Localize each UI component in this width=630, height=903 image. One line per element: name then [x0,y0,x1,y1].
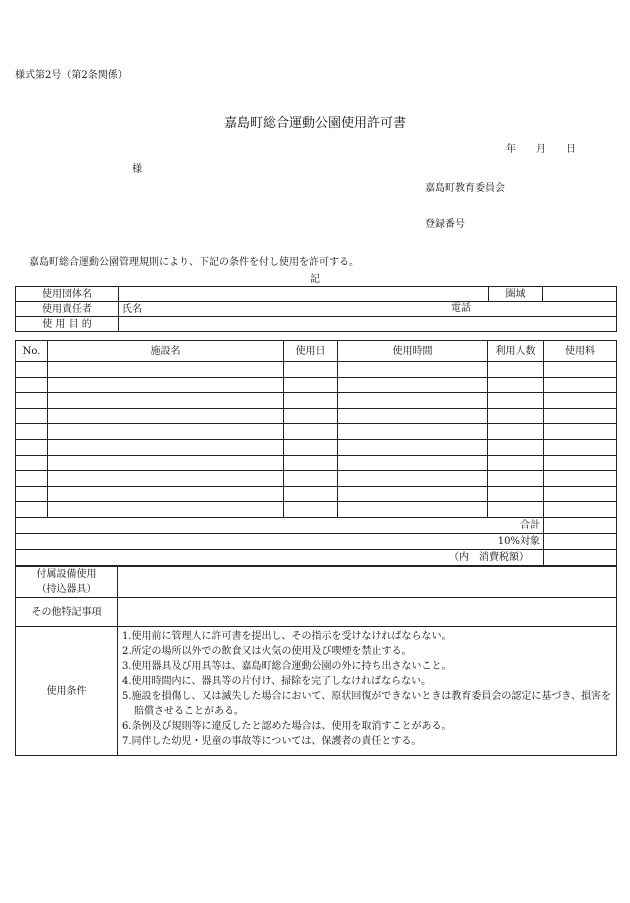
table-cell [488,393,544,409]
condition-item: 2.所定の場所以外での飲食又は火気の使用及び喫煙を禁止する。 [122,646,412,657]
area-label: 圏域 [489,287,543,302]
total-value [544,517,617,533]
table-cell [544,471,617,487]
table-cell [16,377,48,393]
table-cell [48,408,284,424]
table-cell [48,377,284,393]
condition-item: 5.施設を損傷し、又は滅失した場合において、原状回復ができないときは教育委員会の認定に基づき、損害を賠償させることがある。 [122,691,611,717]
table-cell [16,471,48,487]
table-cell [544,408,617,424]
table-cell [48,393,284,409]
table-cell [544,393,617,409]
table-cell [48,471,284,487]
table-cell [16,502,48,518]
table-row [16,377,617,393]
header-no: No. [16,341,48,362]
table-cell [488,486,544,502]
header-facility: 施設名 [48,341,284,362]
issuer: 嘉島町教育委員会 [425,183,505,194]
page-title: 嘉島町総合運動公園使用許可書 [223,116,406,131]
table-cell [338,502,488,518]
table-cell [488,408,544,424]
table-row [16,486,617,502]
group-value [119,287,489,302]
table-cell [284,393,338,409]
table-cell [338,486,488,502]
table-row [16,393,617,409]
table-cell [544,377,617,393]
condition-item: 3.使用器具及び用具等は、嘉島町総合運動公園の外に持ち出さないこと。 [122,661,452,672]
tax-label: （内 消費税額） [16,549,544,565]
tax-target-label: 10%対象 [16,533,544,549]
table-row [16,439,617,455]
header-date: 使用日 [284,341,338,362]
header-people: 利用人数 [488,341,544,362]
total-label: 合計 [16,517,544,533]
table-cell [338,393,488,409]
group-label: 使用団体名 [16,287,119,302]
table-cell [284,424,338,440]
tax-value [544,549,617,565]
table-cell [544,439,617,455]
table-cell [48,424,284,440]
equipment-value [118,567,617,598]
person-label: 使用責任者 [16,302,119,317]
equipment-label-2: （持込器具） [36,584,97,595]
table-row [16,471,617,487]
table-cell [488,377,544,393]
condition-item: 7.同伴した幼児・児童の事故等については、保護者の責任とする。 [122,736,422,747]
table-cell [16,362,48,378]
table-cell [544,424,617,440]
ki-label: 記 [310,274,320,285]
equipment-label [16,567,118,598]
date-label: 年 月 日 [506,144,576,155]
registration-label: 登録番号 [425,219,465,230]
table-cell [48,439,284,455]
condition-item: 6.条例及び規則等に違反したと認めた場合は、使用を取消すことがある。 [122,721,452,732]
table-cell [48,362,284,378]
table-cell [16,439,48,455]
table-cell [544,362,617,378]
table-cell [16,424,48,440]
name-label: 氏名 [122,303,142,315]
table-cell [544,486,617,502]
table-row [16,362,617,378]
header-fee: 使用料 [544,341,617,362]
table-cell [338,377,488,393]
table-cell [16,455,48,471]
tax-target-value [544,533,617,549]
table-cell [488,424,544,440]
table-row [16,455,617,471]
table-cell [48,486,284,502]
table-cell [284,408,338,424]
table-cell [338,408,488,424]
area-value [543,287,617,302]
table-cell [284,377,338,393]
table-cell [338,439,488,455]
table-cell [48,502,284,518]
table-cell [284,471,338,487]
table-cell [544,502,617,518]
table-cell [284,486,338,502]
table-cell [544,455,617,471]
conditions-table [15,566,617,756]
table-cell [488,502,544,518]
condition-item: 1.使用前に管理人に許可書を提出し、その指示を受けなければならない。 [122,631,452,642]
table-cell [338,424,488,440]
table-row [16,424,617,440]
purpose-label: 使 用 目 的 [16,317,119,332]
table-cell [488,439,544,455]
applicant-table [15,286,617,332]
table-cell [16,393,48,409]
table-cell [338,455,488,471]
condition-item: 4.使用時間内に、器具等の片付け、掃除を完了しなければならない。 [122,676,432,687]
conditions-list [118,627,617,756]
form-number: 様式第2号（第2条関係） [15,70,128,81]
equipment-label-1: 付属設備使用 [36,569,97,580]
intro-text: 嘉島町総合運動公園管理規則により、下記の条件を付し使用を許可する。 [29,257,359,268]
purpose-value [119,317,617,332]
table-cell [284,455,338,471]
person-cell [119,302,617,317]
notes-value [118,598,617,627]
table-cell [488,455,544,471]
table-cell [284,439,338,455]
table-cell [284,502,338,518]
addressee-label: 様 [132,164,142,175]
table-cell [284,362,338,378]
table-cell [48,455,284,471]
table-row [16,408,617,424]
table-cell [488,362,544,378]
table-cell [488,471,544,487]
header-time: 使用時間 [338,341,488,362]
table-cell [338,362,488,378]
table-cell [16,408,48,424]
table-row [16,502,617,518]
conditions-label: 使用条件 [16,627,118,756]
phone-label: 電話 [451,303,471,314]
notes-label: その他特記事項 [16,598,118,627]
table-cell [16,486,48,502]
facility-table [15,340,617,566]
table-cell [338,471,488,487]
